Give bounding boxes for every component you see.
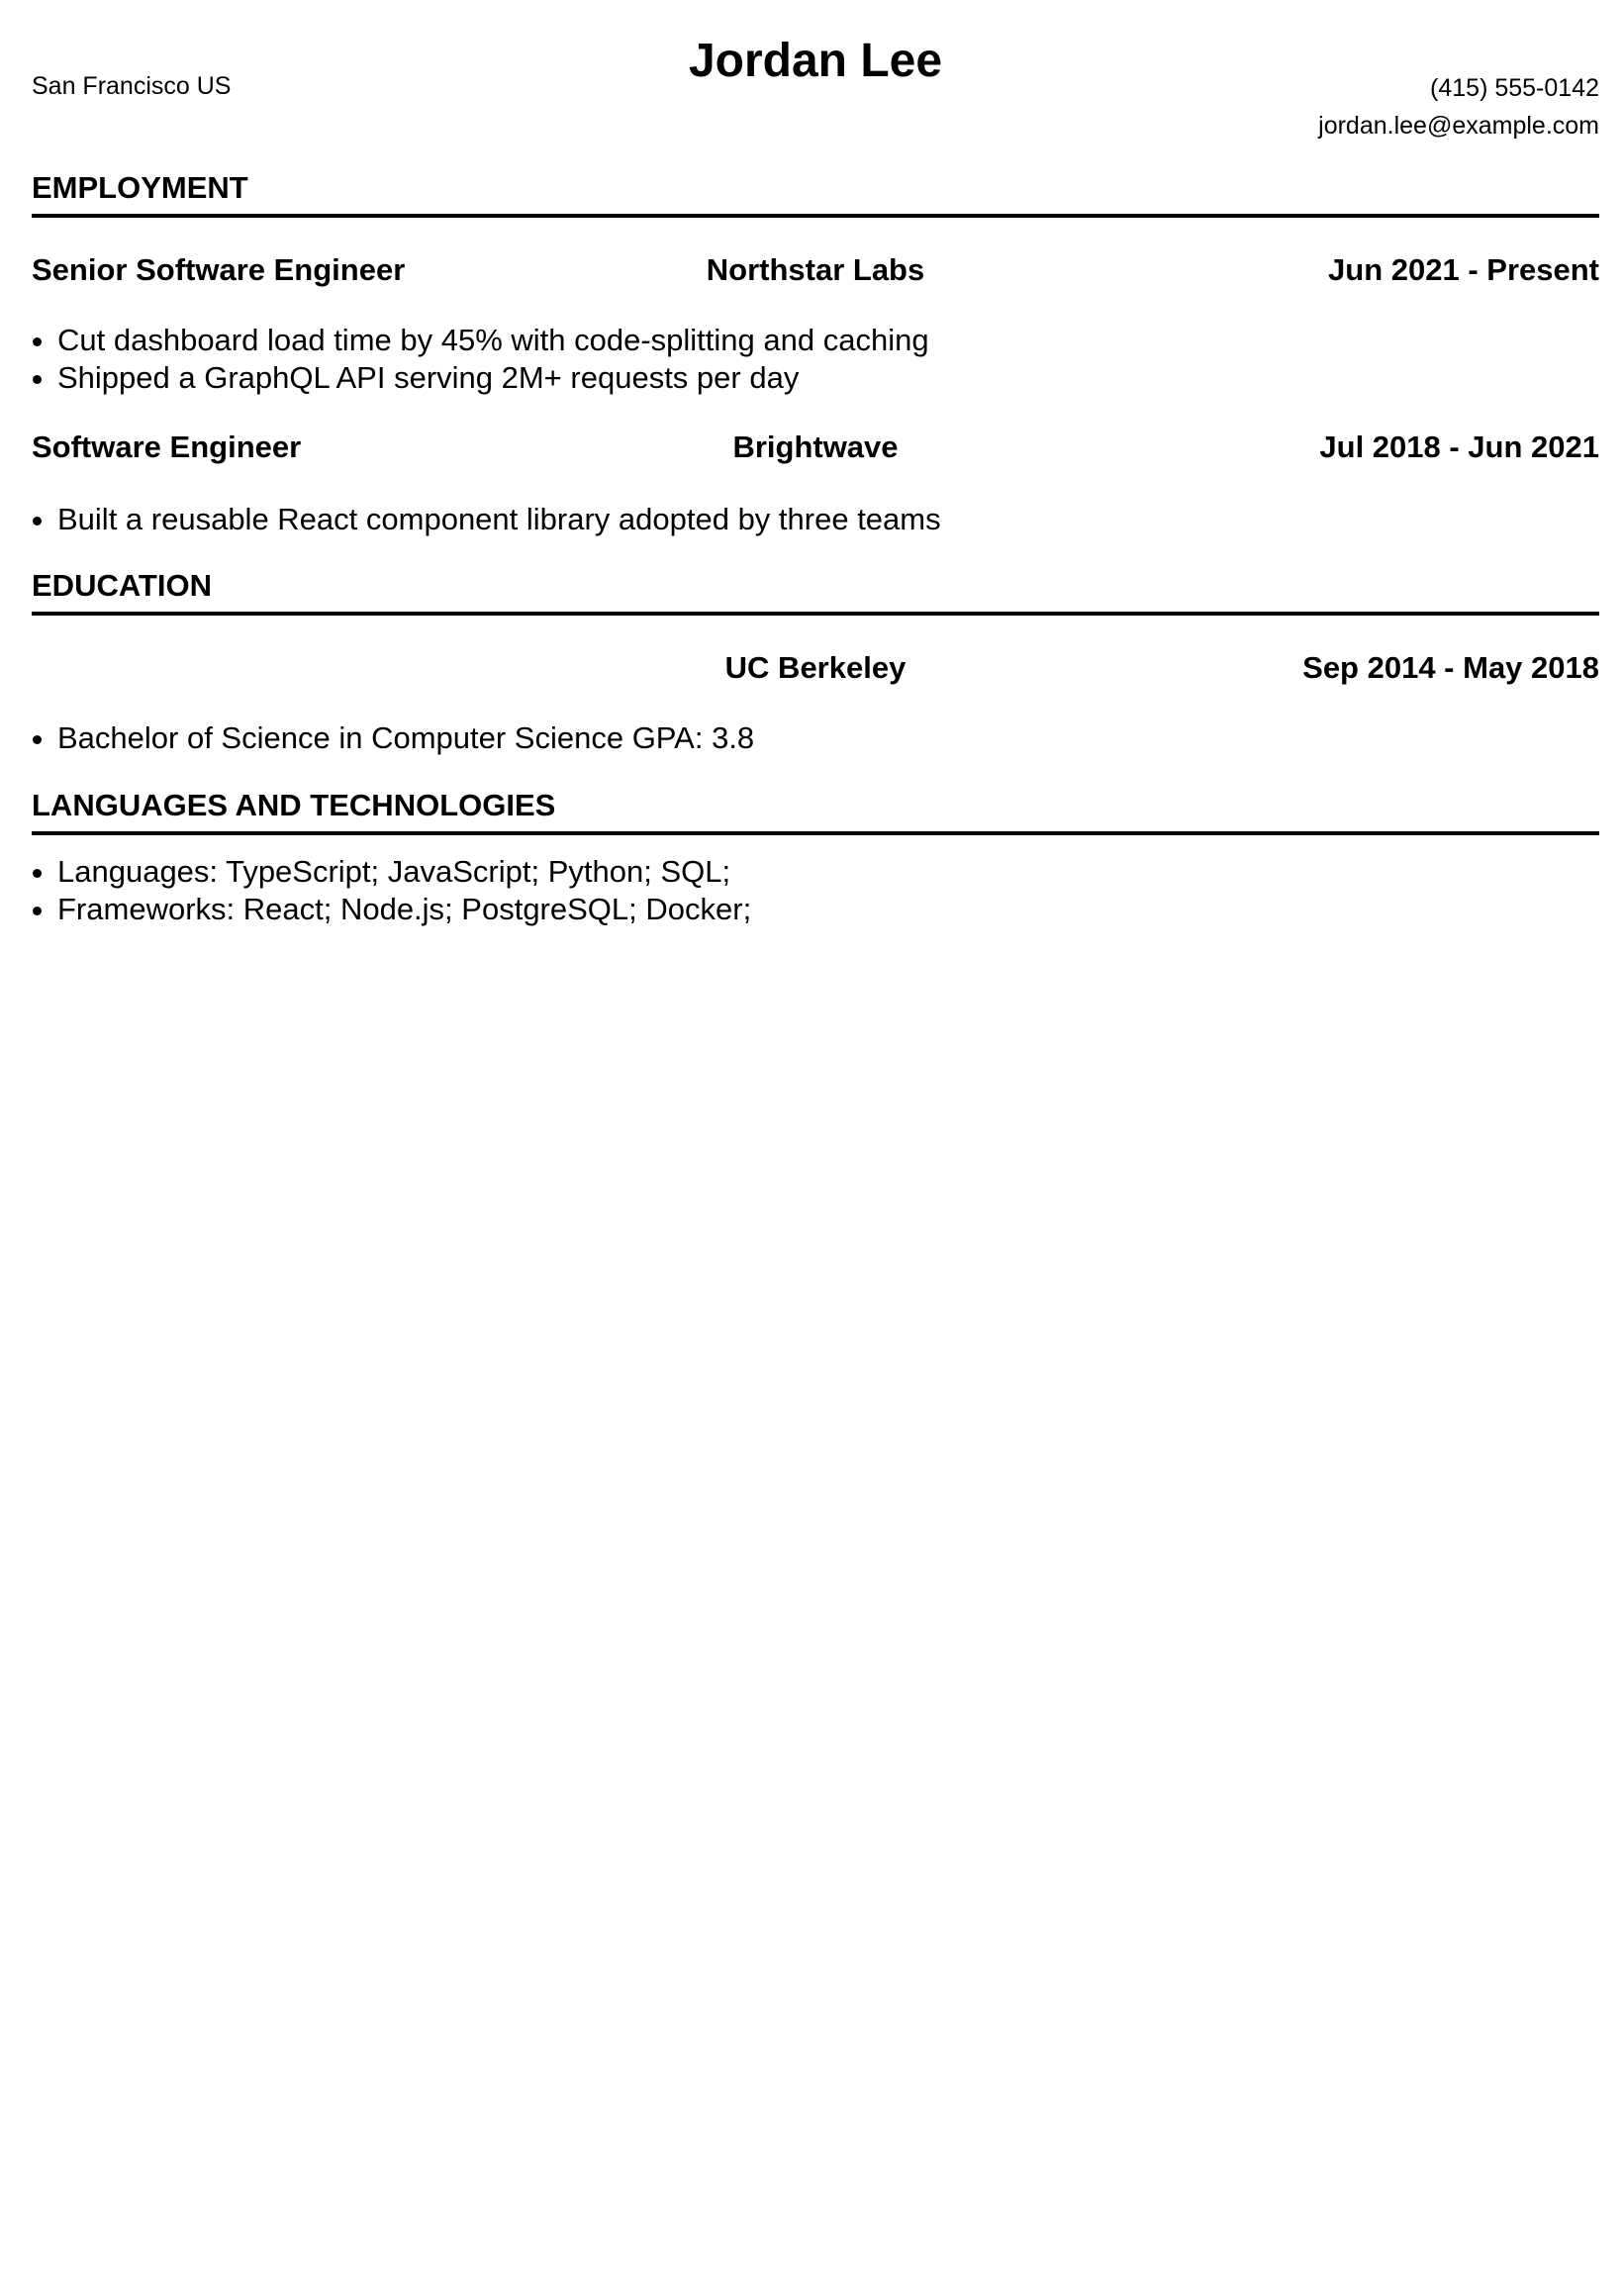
- job-bullet: • Built a reusable React component library adopted by three teams: [57, 501, 1599, 538]
- resume-page: [32, 0, 1599, 926]
- skills-bullet: • Frameworks: React; Node.js; PostgreSQL; Docker;: [57, 891, 1599, 928]
- education-bullet: • Bachelor of Science in Computer Science GPA: 3.8: [57, 719, 1599, 757]
- job-entry-header: [32, 429, 1599, 466]
- employment-section-title: EMPLOYMENT: [32, 170, 1599, 218]
- skills-bullet: • Languages: TypeScript; JavaScript; Python; SQL;: [57, 853, 1599, 891]
- job-company: Brightwave: [732, 430, 899, 464]
- job-role: Senior Software Engineer: [32, 252, 406, 287]
- skills-section-title: LANGUAGES AND TECHNOLOGIES: [32, 788, 1599, 835]
- education-bullet-list: [32, 719, 1599, 757]
- school-name: UC Berkeley: [724, 650, 907, 685]
- email-text: jordan.lee@example.com: [1318, 112, 1599, 140]
- job-dates: Jun 2021 - Present: [1328, 252, 1599, 287]
- education-dates: Sep 2014 - May 2018: [1302, 650, 1599, 685]
- job-company: Northstar Labs: [706, 252, 925, 287]
- job-bullet-list: [32, 501, 1599, 538]
- location-text: San Francisco US: [32, 72, 232, 100]
- job-bullet-list: [32, 322, 1599, 397]
- candidate-name: Jordan Lee: [688, 35, 943, 87]
- skills-bullet-list: [32, 853, 1599, 928]
- phone-text: (415) 555-0142: [1430, 74, 1599, 102]
- job-role: Software Engineer: [32, 430, 302, 464]
- job-bullet: • Shipped a GraphQL API serving 2M+ requests per day: [57, 359, 1599, 397]
- resume-header: [32, 0, 1599, 158]
- job-dates: Jul 2018 - Jun 2021: [1319, 430, 1599, 464]
- job-bullet: • Cut dashboard load time by 45% with code-splitting and caching: [57, 322, 1599, 359]
- education-section-title: EDUCATION: [32, 568, 1599, 616]
- contact-block: [1318, 69, 1599, 144]
- education-entry-header: [32, 649, 1599, 687]
- job-entry-header: [32, 251, 1599, 289]
